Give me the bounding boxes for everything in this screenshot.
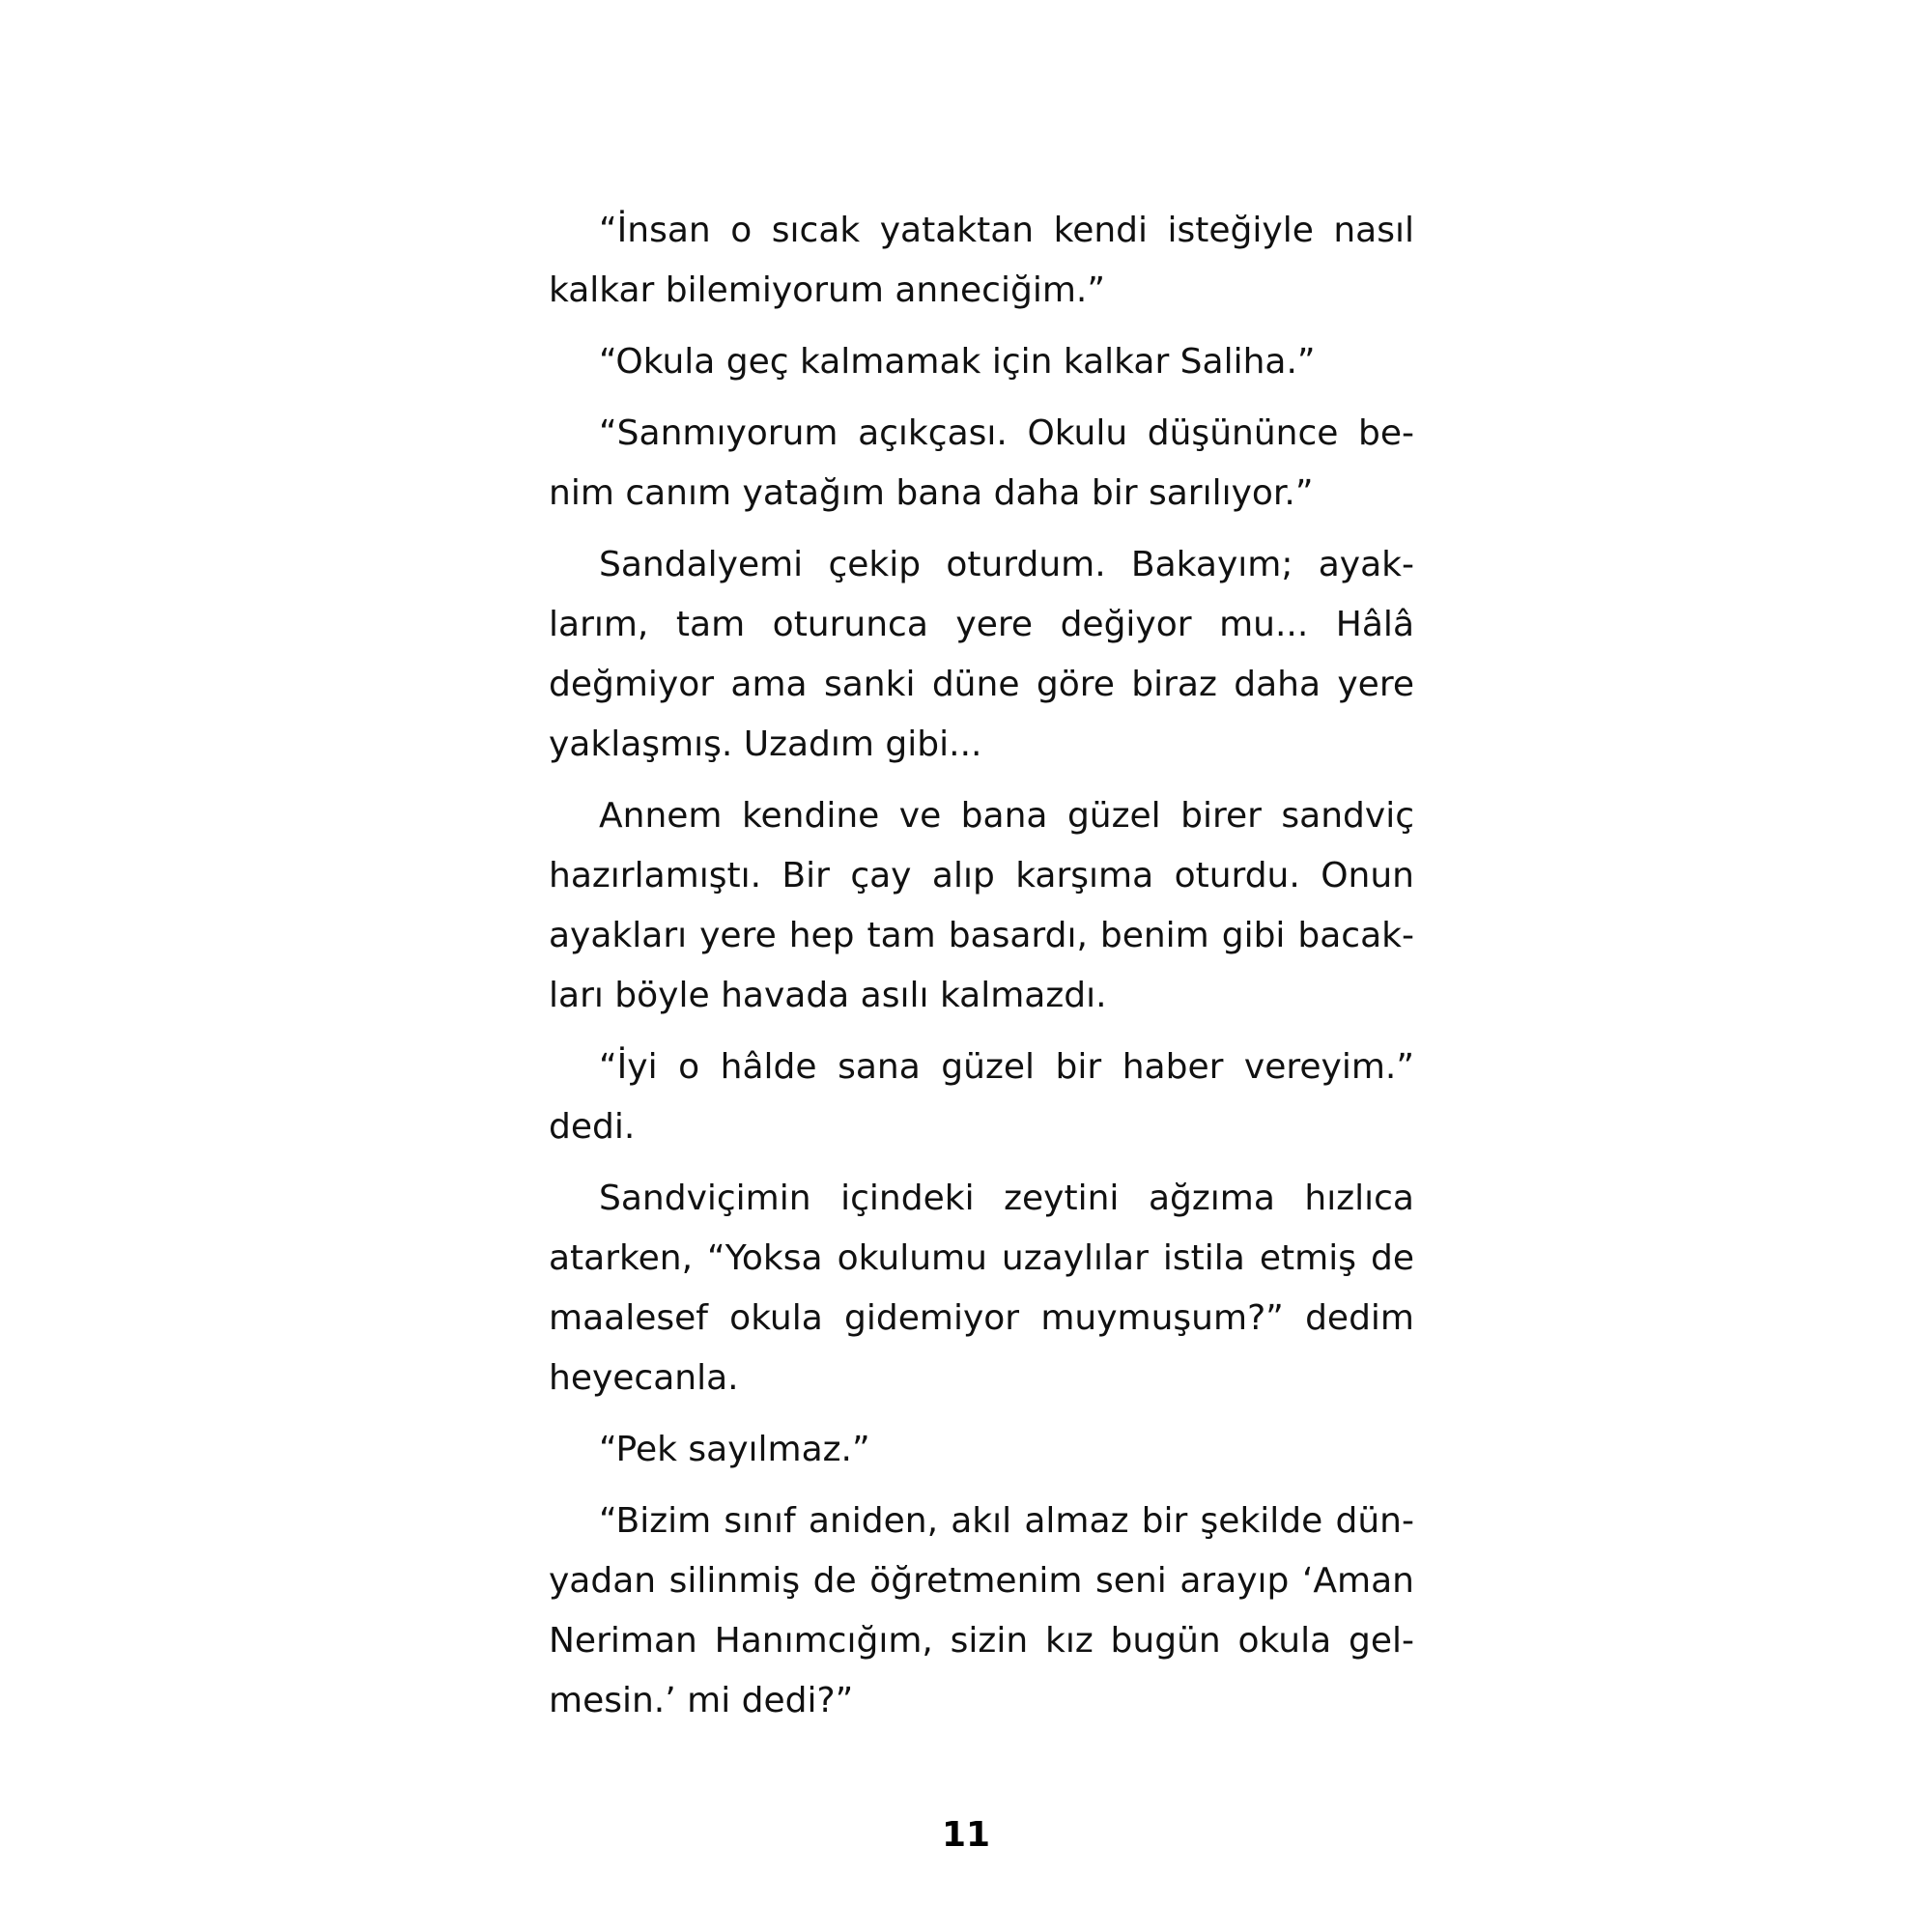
text-line: nim canım yatağım bana daha bir sarılıyor.” xyxy=(549,473,1314,513)
text-line: “Pek sayılmaz.” xyxy=(599,1430,870,1469)
text-line: atarken, “Yoksa okulumu uzaylılar istila etmiş de xyxy=(549,1238,1414,1278)
paragraph xyxy=(549,1037,1414,1157)
text-line: “İyi o hâlde sana güzel bir haber vereyim.” xyxy=(599,1047,1414,1087)
text-line: ları böyle havada asılı kalmazdı. xyxy=(549,976,1107,1015)
text-line: Annem kendine ve bana güzel birer sandviç xyxy=(599,796,1414,836)
paragraph xyxy=(549,201,1414,321)
text-line: Sandalyemi çekip oturdum. Bakayım; ayak- xyxy=(599,545,1414,584)
text-line: Sandviçimin içindeki zeytini ağzıma hızlıca xyxy=(599,1179,1414,1218)
text-line: “Sanmıyorum açıkçası. Okulu düşününce be- xyxy=(599,413,1414,453)
text-line: mesin.’ mi dedi?” xyxy=(549,1681,854,1720)
text-line: “Bizim sınıf aniden, akıl almaz bir şekilde dün- xyxy=(599,1501,1414,1541)
paragraph xyxy=(549,535,1414,775)
paragraph xyxy=(549,404,1414,524)
page-number: 11 xyxy=(941,1815,991,1855)
paragraph xyxy=(549,332,1414,392)
text-line: kalkar bilemiyorum anneciğim.” xyxy=(549,270,1105,310)
text-line: ayakları yere hep tam basardı, benim gibi bacak- xyxy=(549,916,1414,955)
text-line: larım, tam oturunca yere değiyor mu... Hâlâ xyxy=(549,605,1414,644)
paragraph xyxy=(549,1169,1414,1408)
body-text xyxy=(549,201,1414,1731)
text-line: dedi. xyxy=(549,1107,636,1147)
paragraph xyxy=(549,786,1414,1026)
paragraph xyxy=(549,1492,1414,1731)
text-line: maalesef okula gidemiyor muymuşum?” dedim xyxy=(549,1298,1414,1338)
text-line: yaklaşmış. Uzadım gibi... xyxy=(549,724,982,764)
text-line: Neriman Hanımcığım, sizin kız bugün okula gel- xyxy=(549,1621,1414,1661)
text-line: değmiyor ama sanki düne göre biraz daha yere xyxy=(549,665,1414,704)
text-line: “Okula geç kalmamak için kalkar Saliha.” xyxy=(599,342,1316,382)
text-line: yadan silinmiş de öğretmenim seni arayıp ‘Aman xyxy=(549,1561,1414,1601)
text-line: “İnsan o sıcak yataktan kendi isteğiyle nasıl xyxy=(599,211,1414,250)
text-line: heyecanla. xyxy=(549,1358,739,1398)
paragraph xyxy=(549,1420,1414,1480)
text-line: hazırlamıştı. Bir çay alıp karşıma oturdu. Onun xyxy=(549,856,1414,895)
